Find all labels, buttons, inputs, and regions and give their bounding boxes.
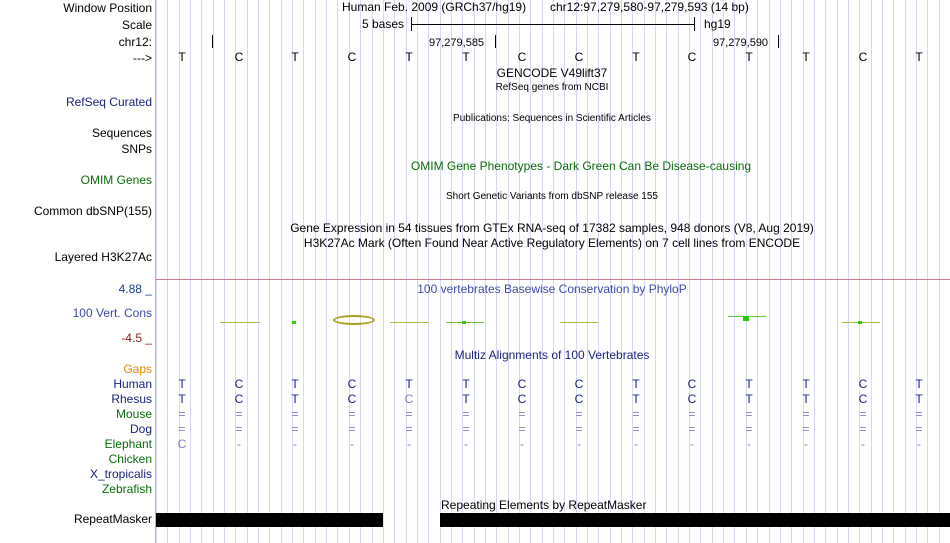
- alignment-base-rhesus: C: [404, 392, 414, 406]
- alignment-base-human: T: [291, 377, 299, 391]
- cons-signal: [292, 321, 296, 324]
- track-image[interactable]: [156, 0, 950, 543]
- alignment-base-dog: =: [235, 422, 243, 436]
- alignment-base-human: C: [517, 377, 527, 391]
- omim-title[interactable]: OMIM Gene Phenotypes - Dark Green Can Be Disease-causing: [410, 159, 752, 173]
- gridline: [871, 0, 872, 543]
- species-dog-label[interactable]: Dog: [129, 422, 152, 436]
- base-letter: T: [178, 50, 186, 64]
- gridline: [474, 0, 475, 543]
- gridline: [893, 0, 894, 543]
- alignment-base-mouse: =: [915, 407, 923, 421]
- gridline: [644, 0, 645, 543]
- base-letter: T: [915, 50, 923, 64]
- alignment-base-human: C: [858, 377, 868, 391]
- species-gaps-label[interactable]: Gaps: [123, 362, 152, 376]
- ruler-tick: [212, 35, 213, 48]
- gridline: [440, 0, 441, 543]
- gridline: [349, 0, 350, 543]
- h3k27-label[interactable]: Layered H3K27Ac: [54, 250, 152, 264]
- cons-signal: [220, 322, 260, 323]
- gridline: [190, 0, 191, 543]
- gridline: [927, 0, 928, 543]
- cons-max-label: 4.88 _: [118, 282, 152, 296]
- gridline: [859, 0, 860, 543]
- alignment-base-dog: =: [688, 422, 696, 436]
- cons-signal: [560, 322, 598, 323]
- gridline: [712, 0, 713, 543]
- alignment-base-elephant: -: [861, 437, 865, 451]
- strand-label[interactable]: --->: [133, 51, 152, 65]
- alignment-base-mouse: =: [575, 407, 583, 421]
- gridline: [905, 0, 906, 543]
- alignment-base-human: T: [745, 377, 753, 391]
- gridline: [326, 0, 327, 543]
- gridline: [769, 0, 770, 543]
- gridline: [417, 0, 418, 543]
- alignment-base-mouse: =: [462, 407, 470, 421]
- base-letter: C: [347, 50, 357, 64]
- alignment-base-mouse: =: [859, 407, 867, 421]
- gridline: [281, 0, 282, 543]
- gridline: [632, 0, 633, 543]
- alignment-base-human: T: [802, 377, 810, 391]
- gridline: [803, 0, 804, 543]
- alignment-base-dog: =: [291, 422, 299, 436]
- window-position[interactable]: chr12:97,279,580-97,279,593 (14 bp): [550, 0, 749, 14]
- coord-label-1: 97,279,585: [429, 37, 485, 49]
- refseq-title[interactable]: RefSeq genes from NCBI: [495, 82, 609, 93]
- alignment-base-dog: =: [802, 422, 810, 436]
- sequences-label[interactable]: Sequences: [91, 126, 152, 140]
- alignment-base-rhesus: C: [687, 392, 697, 406]
- alignment-base-dog: =: [632, 422, 640, 436]
- gridline: [247, 0, 248, 543]
- alignment-base-dog: =: [575, 422, 583, 436]
- gridline: [700, 0, 701, 543]
- base-letter: T: [291, 50, 299, 64]
- gtex-title[interactable]: Gene Expression in 54 tissues from GTEx RNA-seq of 17382 samples, 948 donors (V8, Aug 2019): [290, 221, 814, 235]
- cons-min-label: -4.5 _: [121, 331, 152, 345]
- track-label-column: [0, 0, 155, 543]
- base-letter: T: [462, 50, 470, 64]
- repeat-element[interactable]: [156, 513, 383, 527]
- alignment-base-mouse: =: [632, 407, 640, 421]
- alignment-base-rhesus: C: [234, 392, 244, 406]
- alignment-base-rhesus: T: [745, 392, 753, 406]
- gridline: [791, 0, 792, 543]
- gridline: [337, 0, 338, 543]
- species-chicken-label[interactable]: Chicken: [108, 452, 152, 466]
- base-letter: T: [745, 50, 753, 64]
- species-zebrafish-label[interactable]: Zebrafish: [101, 482, 152, 496]
- cons-signal: [743, 316, 749, 321]
- scale-bar-right-tick: [694, 17, 695, 31]
- omim-label[interactable]: OMIM Genes: [80, 173, 152, 187]
- gridline: [235, 0, 236, 543]
- alignment-base-rhesus: C: [347, 392, 357, 406]
- gridline: [723, 0, 724, 543]
- scale-label: Scale: [121, 18, 152, 32]
- scale-db: hg19: [704, 17, 731, 31]
- alignment-base-dog: =: [518, 422, 526, 436]
- gridline: [939, 0, 940, 543]
- h3k27-title[interactable]: H3K27Ac Mark (Often Found Near Active Regulatory Elements) on 7 cell lines from ENCODE: [303, 236, 801, 250]
- multiz-title[interactable]: Multiz Alignments of 100 Vertebrates: [454, 348, 650, 362]
- alignment-base-elephant: -: [407, 437, 411, 451]
- gridline: [689, 0, 690, 543]
- scale-bar: [411, 24, 695, 25]
- species-xtrop-label[interactable]: X_tropicalis: [89, 467, 152, 481]
- alignment-base-dog: =: [348, 422, 356, 436]
- alignment-base-elephant: -: [690, 437, 694, 451]
- repeat-element[interactable]: [440, 513, 950, 527]
- alignment-base-dog: =: [462, 422, 470, 436]
- gridline: [610, 0, 611, 543]
- alignment-base-dog: =: [745, 422, 753, 436]
- base-letter: T: [405, 50, 413, 64]
- alignment-base-mouse: =: [291, 407, 299, 421]
- alignment-base-mouse: =: [178, 407, 186, 421]
- alignment-base-human: C: [574, 377, 584, 391]
- alignment-base-elephant: -: [520, 437, 524, 451]
- gridline: [882, 0, 883, 543]
- base-letter: C: [517, 50, 527, 64]
- gridline: [837, 0, 838, 543]
- scale-text: 5 bases: [362, 17, 405, 31]
- alignment-base-dog: =: [915, 422, 923, 436]
- alignment-base-rhesus: T: [915, 392, 923, 406]
- alignment-base-human: T: [915, 377, 923, 391]
- base-letter: T: [632, 50, 640, 64]
- alignment-base-human: T: [462, 377, 470, 391]
- gridline: [451, 0, 452, 543]
- rmsk-label[interactable]: RepeatMasker: [73, 512, 152, 526]
- alignment-base-rhesus: T: [802, 392, 810, 406]
- gridline: [201, 0, 202, 543]
- species-elephant-label[interactable]: Elephant: [104, 437, 152, 451]
- gridline: [485, 0, 486, 543]
- alignment-base-human: T: [405, 377, 413, 391]
- base-letter: C: [574, 50, 584, 64]
- cons-signal: [462, 321, 466, 324]
- gridline: [224, 0, 225, 543]
- window-position-label: Window Position: [63, 1, 152, 15]
- alignment-base-mouse: =: [348, 407, 356, 421]
- alignment-base-dog: =: [178, 422, 186, 436]
- gridline: [315, 0, 316, 543]
- alignment-base-mouse: =: [802, 407, 810, 421]
- gridline: [213, 0, 214, 543]
- chrom-label: chr12:: [118, 35, 152, 49]
- gridline: [394, 0, 395, 543]
- cons-signal: [333, 315, 375, 325]
- alignment-base-mouse: =: [518, 407, 526, 421]
- alignment-base-rhesus: T: [632, 392, 640, 406]
- gridline: [780, 0, 781, 543]
- alignment-base-human: C: [347, 377, 357, 391]
- assembly-title: Human Feb. 2009 (GRCh37/hg19): [342, 0, 527, 14]
- alignment-base-human: C: [687, 377, 697, 391]
- coord-label-2: 97,279,590: [713, 37, 769, 49]
- dbsnp-title[interactable]: Short Genetic Variants from dbSNP release 155: [446, 191, 658, 202]
- gridline: [825, 0, 826, 543]
- gridline: [292, 0, 293, 543]
- gridline: [814, 0, 815, 543]
- alignment-base-rhesus: C: [574, 392, 584, 406]
- gridline: [179, 0, 180, 543]
- alignment-base-mouse: =: [688, 407, 696, 421]
- gridline: [383, 0, 384, 543]
- alignment-base-dog: =: [859, 422, 867, 436]
- cons-title[interactable]: 100 vertebrates Basewise Conservation by PhyloP: [417, 282, 687, 296]
- species-human-label[interactable]: Human: [113, 377, 152, 391]
- base-letter: C: [858, 50, 868, 64]
- alignment-base-human: C: [234, 377, 244, 391]
- base-letter: C: [687, 50, 697, 64]
- alignment-base-mouse: =: [745, 407, 753, 421]
- cons-signal: [390, 322, 428, 323]
- base-letter: C: [234, 50, 244, 64]
- gridline: [655, 0, 656, 543]
- gridline: [848, 0, 849, 543]
- gridline: [746, 0, 747, 543]
- alignment-base-elephant: -: [917, 437, 921, 451]
- gridline: [621, 0, 622, 543]
- conservation-separator: [156, 279, 950, 280]
- alignment-base-elephant: -: [747, 437, 751, 451]
- alignment-base-dog: =: [405, 422, 413, 436]
- gridline: [757, 0, 758, 543]
- alignment-base-mouse: =: [405, 407, 413, 421]
- refseq-label[interactable]: RefSeq Curated: [65, 95, 152, 109]
- alignment-base-elephant: -: [464, 437, 468, 451]
- gridline: [156, 0, 157, 543]
- alignment-base-elephant: -: [350, 437, 354, 451]
- dbsnp-label[interactable]: Common dbSNP(155): [33, 204, 152, 218]
- gridline: [734, 0, 735, 543]
- alignment-base-rhesus: C: [517, 392, 527, 406]
- snps-label[interactable]: SNPs: [121, 142, 152, 156]
- ruler-tick: [495, 35, 496, 48]
- gridline: [360, 0, 361, 543]
- gridline: [258, 0, 259, 543]
- alignment-base-rhesus: T: [462, 392, 470, 406]
- species-mouse-label[interactable]: Mouse: [115, 407, 152, 421]
- alignment-base-rhesus: C: [858, 392, 868, 406]
- alignment-base-elephant: -: [237, 437, 241, 451]
- gridline: [269, 0, 270, 543]
- gencode-title[interactable]: GENCODE V49lift37: [496, 66, 608, 80]
- cons-label[interactable]: 100 Vert. Cons: [72, 306, 152, 320]
- gridline: [666, 0, 667, 543]
- alignment-base-elephant: -: [577, 437, 581, 451]
- alignment-base-elephant: -: [804, 437, 808, 451]
- gridline: [303, 0, 304, 543]
- alignment-base-elephant: -: [293, 437, 297, 451]
- base-letter: T: [802, 50, 810, 64]
- gridline: [372, 0, 373, 543]
- alignment-base-elephant: C: [177, 437, 187, 451]
- gridline: [406, 0, 407, 543]
- gridline: [462, 0, 463, 543]
- gridline: [428, 0, 429, 543]
- gridline: [916, 0, 917, 543]
- species-rhesus-label[interactable]: Rhesus: [111, 392, 152, 406]
- ruler-tick: [778, 35, 779, 48]
- alignment-base-mouse: =: [235, 407, 243, 421]
- gridline: [167, 0, 168, 543]
- alignment-base-elephant: -: [634, 437, 638, 451]
- alignment-base-human: T: [632, 377, 640, 391]
- pubs-title[interactable]: Publications: Sequences in Scientific Articles: [453, 113, 651, 124]
- rmsk-title[interactable]: Repeating Elements by RepeatMasker: [441, 498, 647, 512]
- gridline: [678, 0, 679, 543]
- alignment-base-rhesus: T: [178, 392, 186, 406]
- alignment-base-rhesus: T: [291, 392, 299, 406]
- cons-signal: [858, 321, 862, 324]
- alignment-base-human: T: [178, 377, 186, 391]
